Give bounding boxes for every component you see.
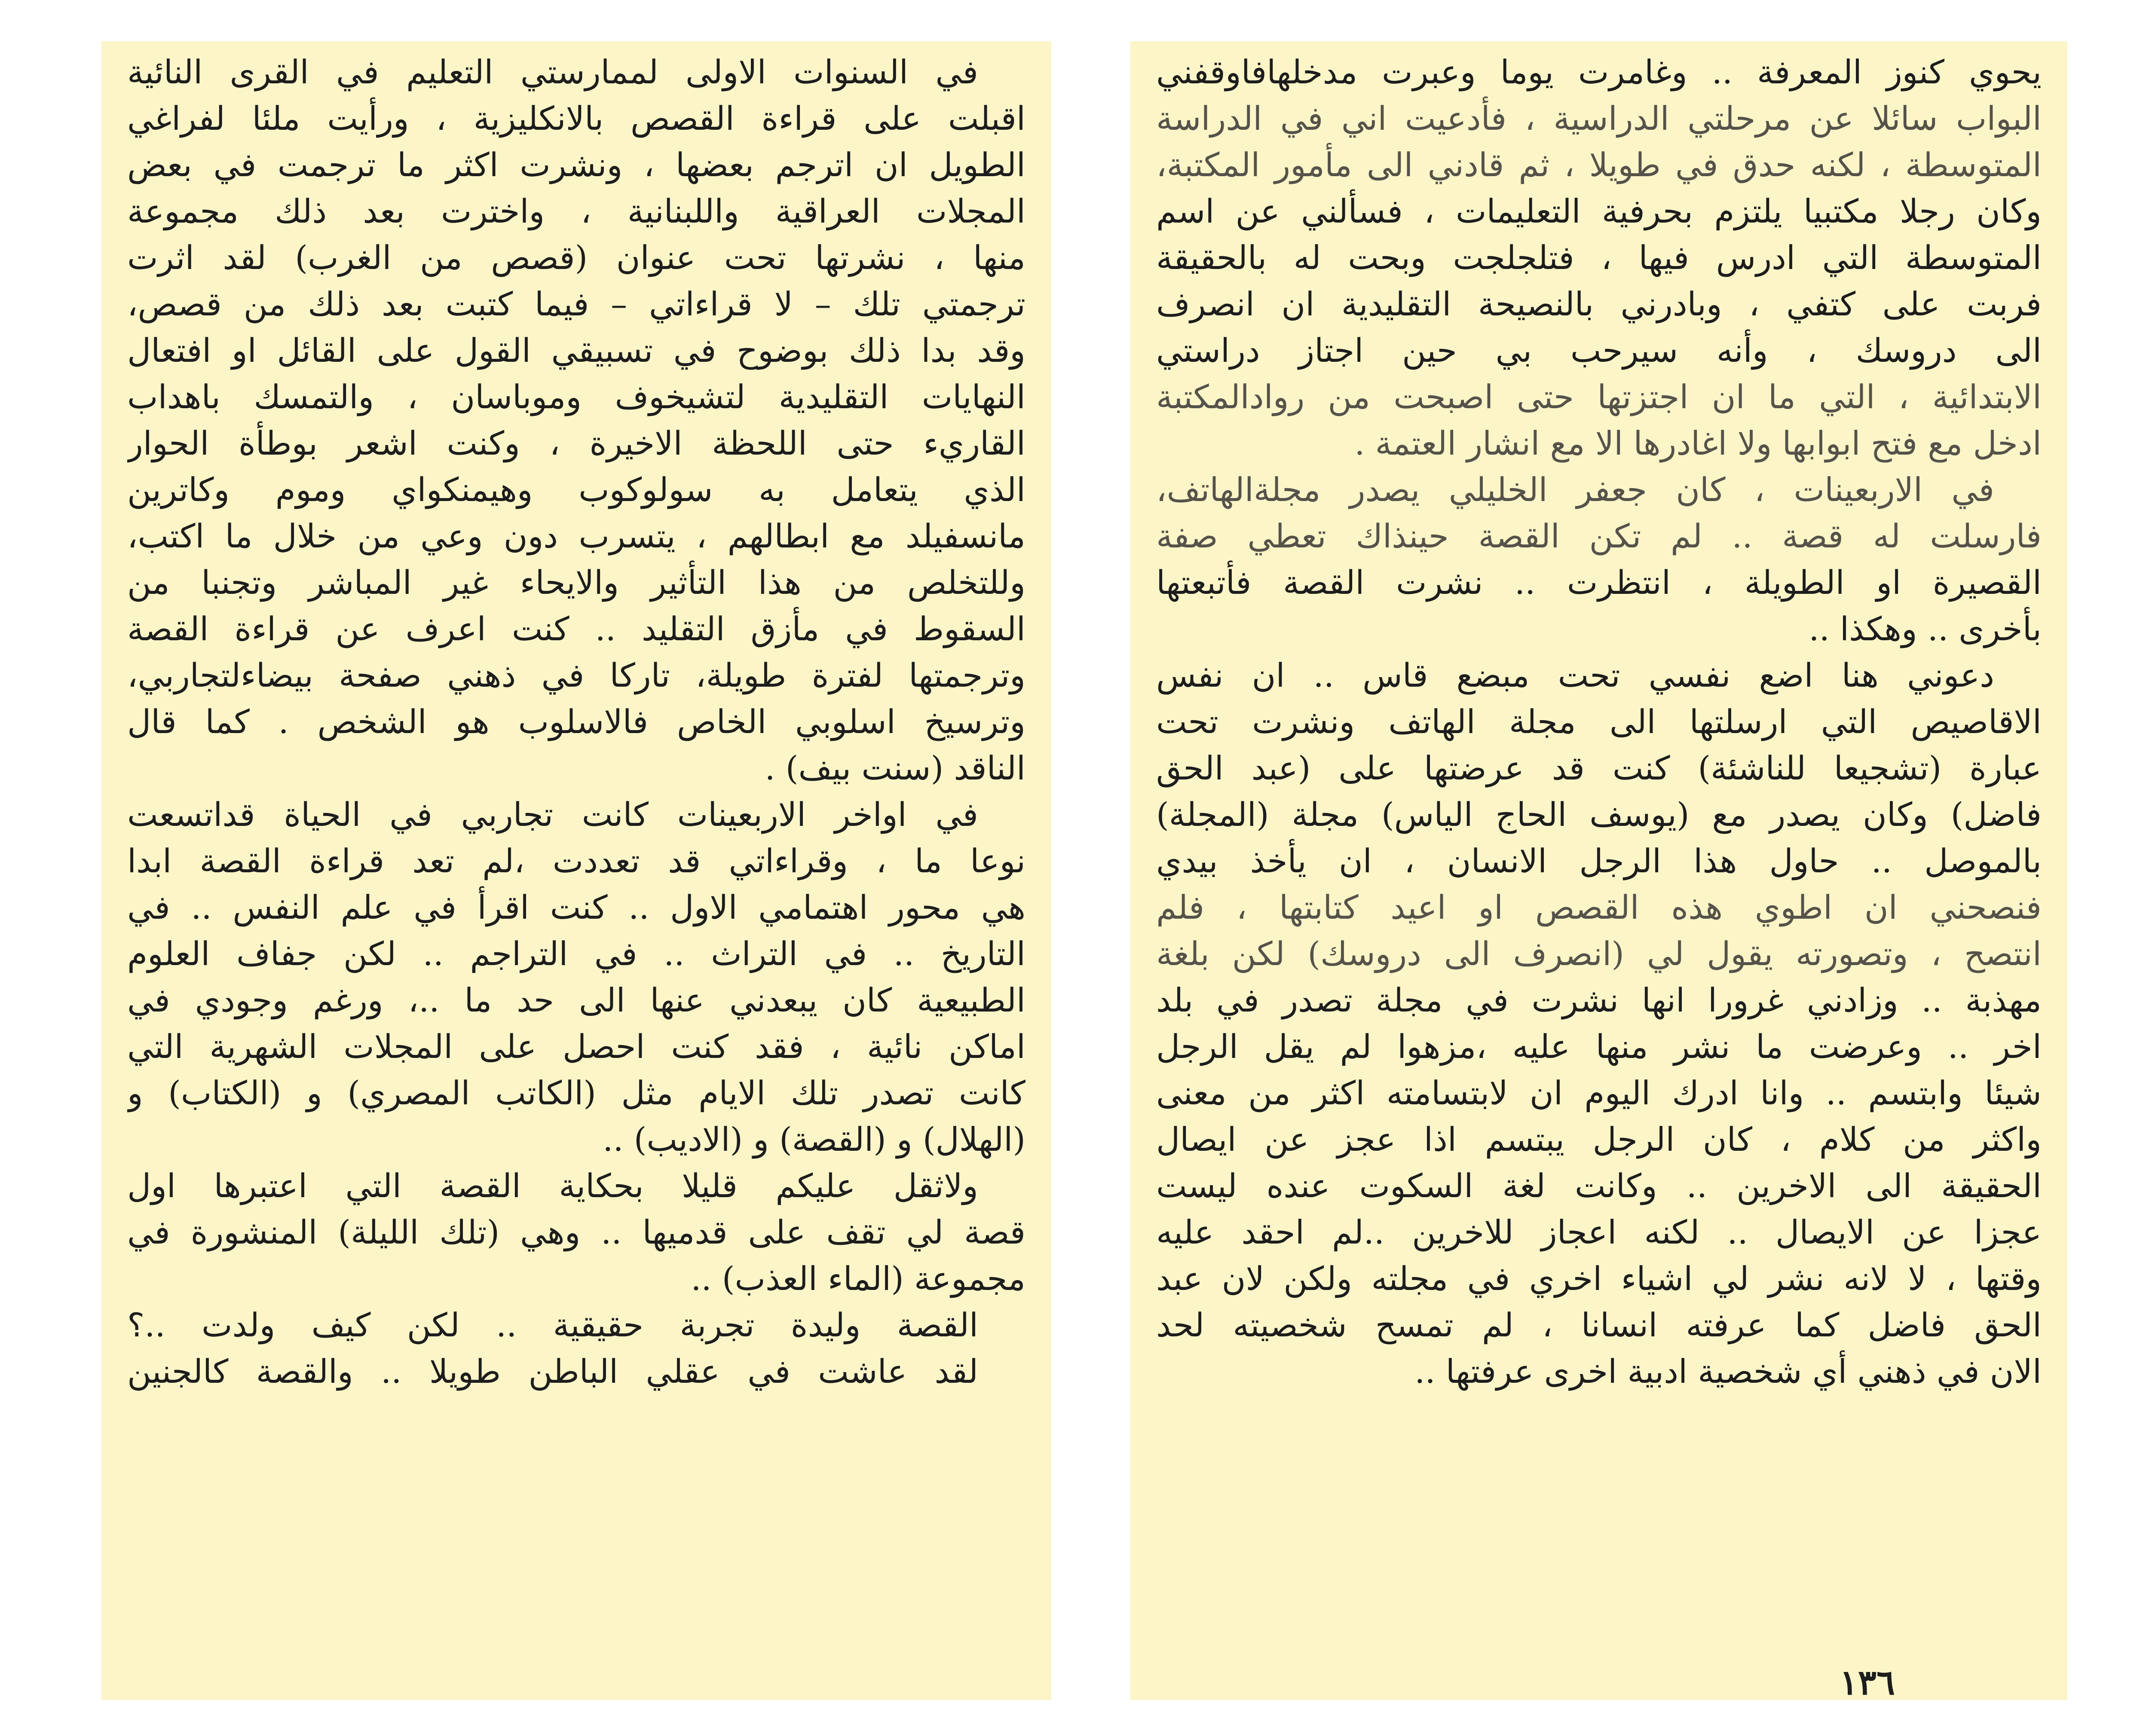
text-line: منها ، نشرتها تحت عنوان (قصص من الغرب) لقد اثرت bbox=[127, 238, 1026, 277]
text-line: الان في ذهني أي شخصية ادبية اخرى عرفتها .. bbox=[1414, 1352, 2042, 1391]
text-line: الناقد (سنت بيف) . bbox=[765, 749, 1026, 787]
text-line: اخر .. وعرضت ما نشر منها عليه ،مزهوا لم يقل الرجل bbox=[1156, 1027, 2042, 1066]
paragraph-start-line: دعوني هنا اضع نفسي تحت مبضع قاس .. ان نفس bbox=[1156, 656, 1994, 694]
text-line: واكثر من كلام ، كان الرجل يبتسم اذا عجز عن ايصال bbox=[1156, 1120, 2042, 1158]
text-line: وترسيخ اسلوبي الخاص فالاسلوب هو الشخص . كما قال bbox=[127, 703, 1026, 741]
text-line: وكان رجلا مكتبيا يلتزم بحرفية التعليمات ، فسألني عن اسم bbox=[1156, 192, 2042, 230]
text-line: الذي يتعامل به سولوكوب وهيمنكواي وموم وكاترين bbox=[127, 471, 1026, 509]
text-line: يحوي كنوز المعرفة .. وغامرت يوما وعبرت مدخلهافاوقفني bbox=[1156, 53, 2042, 91]
text-line: القاريء حتى اللحظة الاخيرة ، وكنت اشعر بوطأة الحوار bbox=[127, 424, 1026, 462]
text-line: الطبيعية كان يبعدني عنها الى حد ما ..، ورغم وجودي في bbox=[127, 981, 1026, 1019]
text-line: وقد بدا ذلك بوضوح في تسبيقي القول على القائل او افتعال bbox=[127, 331, 1026, 370]
paragraph-start-line: القصة وليدة تجربة حقيقية .. لكن كيف ولدت ..؟ bbox=[127, 1306, 978, 1344]
text-line: فاضل) وكان يصدر مع (يوسف الحاج الياس) مجلة (المجلة) bbox=[1156, 795, 2042, 834]
right-column bbox=[1130, 41, 2067, 1700]
text-line: السقوط في مأزق التقليد .. كنت اعرف عن قراءة القصة bbox=[127, 610, 1026, 648]
text-line: مجموعة (الماء العذب) .. bbox=[691, 1259, 1026, 1298]
text-line: القصيرة او الطويلة ، انتظرت .. نشرت القصة فأتبعتها bbox=[1156, 563, 2042, 602]
paragraph-start-line: ولاثقل عليكم قليلا بحكاية القصة التي اعتبرها اول bbox=[127, 1167, 978, 1205]
text-line: مانسفيلد مع ابطالهم ، يتسرب دون وعي من خلال ما اكتب، bbox=[127, 517, 1026, 555]
text-line: ترجمتي تلك – لا قراءاتي – فيما كتبت بعد ذلك من قصص، bbox=[127, 285, 1026, 323]
text-line: انتصح ، وتصورته يقول لي (انصرف الى دروسك) لكن بلغة bbox=[1156, 935, 2042, 973]
text-line: فربت على كتفي ، وبادرني بالنصيحة التقليدية ان انصرف bbox=[1156, 285, 2042, 323]
paragraph-start-line: في السنوات الاولى لممارستي التعليم في القرى النائية bbox=[127, 53, 978, 91]
paragraph-start-line: في الاربعينات ، كان جعفر الخليلي يصدر مجلةالهاتف، bbox=[1156, 471, 1994, 509]
page-number: ١٣٦ bbox=[1840, 1662, 1895, 1702]
text-line: فارسلت له قصة .. لم تكن القصة حينذاك تعطي صفة bbox=[1156, 517, 2042, 555]
text-line: الحقيقة الى الاخرين .. وكانت لغة السكوت عنده ليست bbox=[1156, 1167, 2042, 1205]
text-line: التاريخ .. في التراث .. في التراجم .. لكن جفاف العلوم bbox=[127, 935, 1026, 973]
paragraph-start-line: في اواخر الاربعينات كانت تجاربي في الحياة قداتسعت bbox=[127, 795, 978, 834]
left-column bbox=[101, 41, 1051, 1700]
text-line: شيئا وابتسم .. وانا ادرك اليوم ان لابتسامته اكثر من معنى bbox=[1156, 1074, 2042, 1112]
text-line: وقتها ، لا لانه نشر لي اشياء اخري في مجلته ولكن لان عبد bbox=[1156, 1259, 2042, 1298]
text-line: البواب سائلا عن مرحلتي الدراسية ، فأدعيت اني في الدراسة bbox=[1156, 99, 2042, 138]
text-line: اقبلت على قراءة القصص بالانكليزية ، ورأيت ملئا لفراغي bbox=[127, 99, 1026, 138]
text-line: بأخرى .. وهكذا .. bbox=[1809, 610, 2042, 648]
text-line: ادخل مع فتح ابوابها ولا اغادرها الا مع انشار العتمة . bbox=[1354, 424, 2042, 462]
text-line: اماكن نائية ، فقد كنت احصل على المجلات الشهرية التي bbox=[127, 1027, 1026, 1066]
text-line: وترجمتها لفترة طويلة، تاركا في ذهني صفحة بيضاءلتجاربي، bbox=[127, 656, 1026, 694]
text-line: المجلات العراقية واللبنانية ، واخترت بعد ذلك مجموعة bbox=[127, 192, 1026, 230]
text-line: الاقاصيص التي ارسلتها الى مجلة الهاتف ونشرت تحت bbox=[1156, 703, 2042, 741]
text-line: بالموصل .. حاول هذا الرجل الانسان ، ان يأخذ بيدي bbox=[1156, 842, 2042, 880]
text-line: الحق فاضل كما عرفته انسانا ، لم تمسح شخصيته لحد bbox=[1156, 1306, 2042, 1344]
text-line: فنصحني ان اطوي هذه القصص او اعيد كتابتها ، فلم bbox=[1156, 888, 2042, 926]
text-line: الطويل ان اترجم بعضها ، ونشرت اكثر ما ترجمت في بعض bbox=[127, 146, 1026, 184]
text-line: المتوسطة ، لكنه حدق في طويلا ، ثم قادني الى مأمور المكتبة، bbox=[1156, 146, 2042, 184]
text-line: هي محور اهتمامي الاول .. كنت اقرأ في علم النفس .. في bbox=[127, 888, 1026, 926]
text-line: وللتخلص من هذا التأثير والايحاء غير المباشر وتجنبا من bbox=[127, 563, 1026, 602]
text-line: مهذبة .. وزادني غرورا انها نشرت في مجلة تصدر في بلد bbox=[1156, 981, 2042, 1019]
text-line: عجزا عن الايصال .. لكنه اعجاز للاخرين ..لم احقد عليه bbox=[1156, 1213, 2042, 1251]
text-line: كانت تصدر تلك الايام مثل (الكاتب المصري) و (الكتاب) و bbox=[127, 1074, 1026, 1112]
text-line: عبارة (تشجيعا للناشئة) كنت قد عرضتها على (عبد الحق bbox=[1156, 749, 2042, 787]
text-line: قصة لي تقف على قدميها .. وهي (تلك الليلة) المنشورة في bbox=[127, 1213, 1026, 1251]
text-line: الابتدائية ، التي ما ان اجتزتها حتى اصبحت من روادالمكتبة bbox=[1156, 378, 2042, 416]
text-line: لقد عاشت في عقلي الباطن طويلا .. والقصة كالجنين bbox=[127, 1352, 978, 1391]
text-line: الى دروسك ، وأنه سيرحب بي حين اجتاز دراستي bbox=[1156, 331, 2042, 370]
text-line: (الهلال) و (القصة) و (الاديب) .. bbox=[603, 1120, 1026, 1158]
text-line: نوعا ما ، وقراءاتي قد تعددت ،لم تعد قراءة القصة ابدا bbox=[127, 842, 1026, 880]
text-line: المتوسطة التي ادرس فيها ، فتلجلجت وبحت له بالحقيقة bbox=[1156, 238, 2042, 277]
text-line: النهايات التقليدية لتشيخوف وموباسان ، والتمسك باهداب bbox=[127, 378, 1026, 416]
